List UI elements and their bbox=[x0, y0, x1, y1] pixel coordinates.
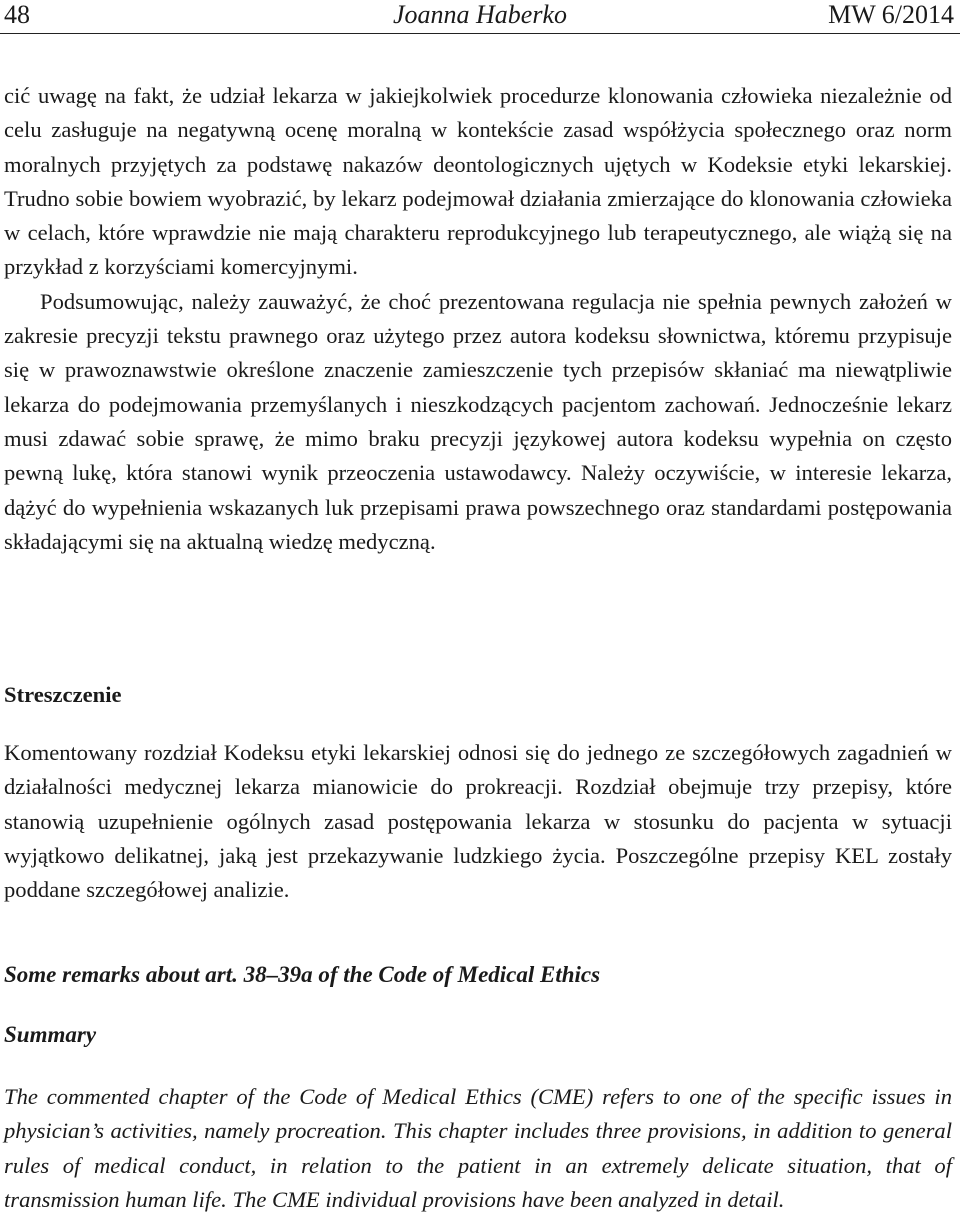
page-number: 48 bbox=[4, 0, 30, 29]
section-heading-summary: Summary bbox=[4, 1022, 97, 1047]
abstract-polish bbox=[4, 736, 952, 907]
running-author: Joanna Haberko bbox=[392, 0, 567, 29]
body-text bbox=[4, 79, 952, 559]
abstract-english bbox=[4, 1080, 952, 1217]
section-heading-streszczenie: Streszczenie bbox=[4, 682, 122, 707]
abstract-paragraph-english: The commented chapter of the Code of Medical Ethics (CME) refers to one of the specific issues in physician’s activities, namely procreation. This chapter includes three provisions, in addition to general rules of medical conduct, in relation to the patient in an extremely delicate situation, that of transmission human life. The CME individual provisions have been analyzed in detail. bbox=[4, 1084, 952, 1212]
body-paragraph: cić uwagę na fakt, że udział lekarza w jakiejkolwiek procedurze klonowania człowieka niezależnie od celu zasługuje na negatywną ocenę moralną w kontekście zasad współżycia społecznego oraz norm moralnych przyjętych za podstawę nakazów deontologicznych ujętych w Kodeksie etyki lekarskiej. Trudno sobie bowiem wyobrazić, by lekarz podejmował działania zmierzające do klonowania człowieka w celach, które wprawdzie nie mają charakteru reprodukcyjnego lub terapeutycznego, ale wiążą się na przykład z korzyściami komercyjnymi. bbox=[4, 83, 952, 280]
journal-issue: MW 6/2014 bbox=[828, 0, 954, 29]
abstract-paragraph: Komentowany rozdział Kodeksu etyki lekarskiej odnosi się do jednego ze szczegółowych zagadnień w działalności medycznej lekarza mianowicie do prokreacji. Rozdział obejmuje trzy przepisy, które stanowią uzupełnienie ogólnych zasad postępowania lekarza w stosunku do pacjenta w sytuacji wyjątkowo delikatnej, jaką jest przekazywanie ludzkiego życia. Poszczególne przepisy KEL zostały poddane szczegółowej analizie. bbox=[4, 740, 952, 903]
english-title: Some remarks about art. 38–39a of the Code of Medical Ethics bbox=[4, 962, 601, 987]
running-header bbox=[0, 0, 960, 34]
body-paragraph: Podsumowując, należy zauważyć, że choć prezentowana regulacja nie spełnia pewnych założeń w zakresie precyzji tekstu prawnego oraz użytego przez autora kodeksu słownictwa, któremu przypisuje się w prawoznawstwie określone znaczenie zamieszczenie tych przepisów skłaniać ma niewątpliwie lekarza do podejmowania przemyślanych i nieszkodzących pacjentom zachowań. Jednocześnie lekarz musi zdawać sobie sprawę, że mimo braku precyzji językowej autora kodeksu wypełnia on często pewną lukę, która stanowi wynik przeoczenia ustawodawcy. Należy oczywiście, w interesie lekarza, dążyć do wypełnienia wskazanych luk przepisami prawa powszechnego oraz standardami postępowania składającymi się na aktualną wiedzę medyczną. bbox=[4, 288, 952, 554]
